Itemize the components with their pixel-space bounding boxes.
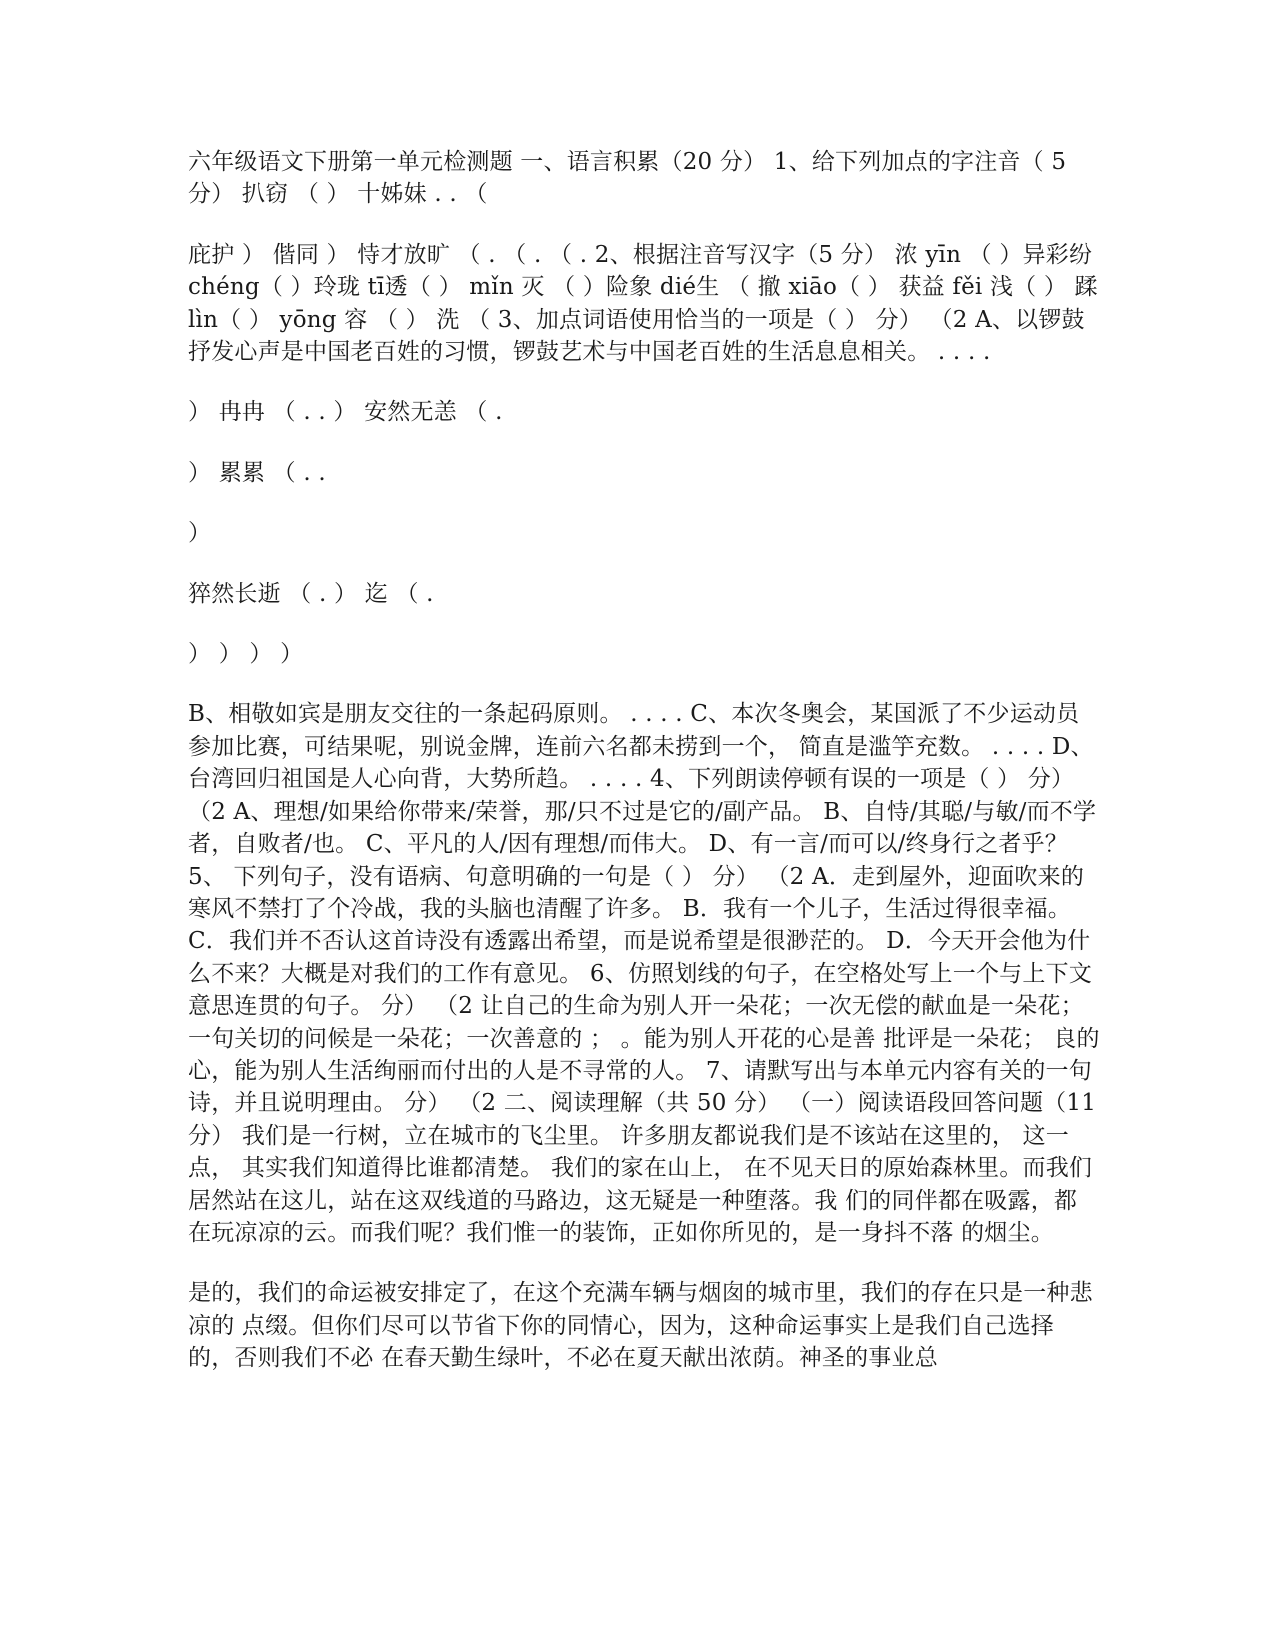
paragraph-5: ） — [188, 520, 212, 547]
paragraph-3: ） 冉冉 （ . . ） 安然无恙 （ . — [188, 399, 503, 426]
paragraph-1: 六年级语文下册第一单元检测题 一、语言积累（20 分） 1、给下列加点的字注音（ 5 分） 扒窃 （ ） 十姊妹 . . （ — [188, 149, 1067, 208]
paragraph-8: B、相敬如宾是朋友交往的一条起码原则。 . . . . C、本次冬奥会，某国派了不少运动员参加比赛，可结果呢，别说金牌，连前六名都未捞到一个， 简直是滥竽充数。 . . . . D、台湾回归祖国是人心向背，大势所趋。 . . . . 4、下列朗读停顿有误的一项是（ ） 分） （2 A、理想/如果给你带来/荣誉，那/只不过是它的/副产品。 B、自恃/其聪/与敏/而不学者，自败者/也。 C、平凡的人/因有理想/而伟大。 D、有一言/而可以/终身行之者乎？ 5、 下列句子，没有语病、句意明确的一句是（ ） 分） （2 A．走到屋外，迎面吹来的寒风不禁打了个冷战，我的头脑也清醒了许多。 B．我有一个儿子，生活过得很幸福。 C．我们并不否认这首诗没有透露出希望，而是说希望是很渺茫的。 D．今天开会他为什么不来？大概是对我们的工作有意见。 6、仿照划线的句子，在空格处写上一个与上下文意思连贯的句子。 分） （2 让自己的生命为别人开一朵花；一次无偿的献血是一朵花；一句关切的问候是一朵花；一次善意的 ； 。能为别人开花的心是善 批评是一朵花； 良的心，能为别人生活绚丽而付出的人是不寻常的人。 7、请默写出与本单元内容有关的一句诗，并且说明理由。 分） （2 二、阅读理解（共 50 分） （一）阅读语段回答问题（11 分） 我们是一行树，立在城市的飞尘里。 许多朋友都说我们是不该站在这里的， 这一点， 其实我们知道得比谁都清楚。 我们的家在山上， 在不见天日的原始森林里。而我们居然站在这儿，站在这双线道的马路边，这无疑是一种堕落。我 们的同伴都在吸露，都在玩凉凉的云。而我们呢？我们惟一的装饰，正如你所见的，是一身抖不落 的烟尘。 — [188, 701, 1100, 1246]
document-body — [188, 146, 1100, 1403]
paragraph-6: 猝然长逝 （ . ） 迄 （ . — [188, 580, 434, 607]
paragraph-7: ） ） ） ） — [188, 641, 304, 668]
paragraph-2: 庇护 ） 偕同 ） 恃才放旷 （ . （ . （ . 2、根据注音写汉字（5 分） 浓 yīn （ ）异彩纷 chéng（ ）玲珑 tī透（ ） mǐn 灭 （ ）险象 dié生 （ 撤 xiāo（ ） 获益 fěi 浅（ ） 蹂 lìn（ ） yōng 容 （ ） 洗 （ 3、加点词语使用恰当的一项是（ ） 分） （2 A、以锣鼓抒发心声是中国老百姓的习惯，锣鼓艺术与中国老百姓的生活息息相关。 . . . . — [188, 241, 1098, 366]
paragraph-9: 是的，我们的命运被安排定了，在这个充满车辆与烟囱的城市里，我们的存在只是一种悲凉的 点缀。但你们尽可以节省下你的同情心，因为，这种命运事实上是我们自己选择的，否则我们不必 在春天勤生绿叶，不必在夏天献出浓荫。神圣的事业总 — [188, 1280, 1093, 1372]
paragraph-4: ） 累累 （ . . — [188, 459, 326, 486]
